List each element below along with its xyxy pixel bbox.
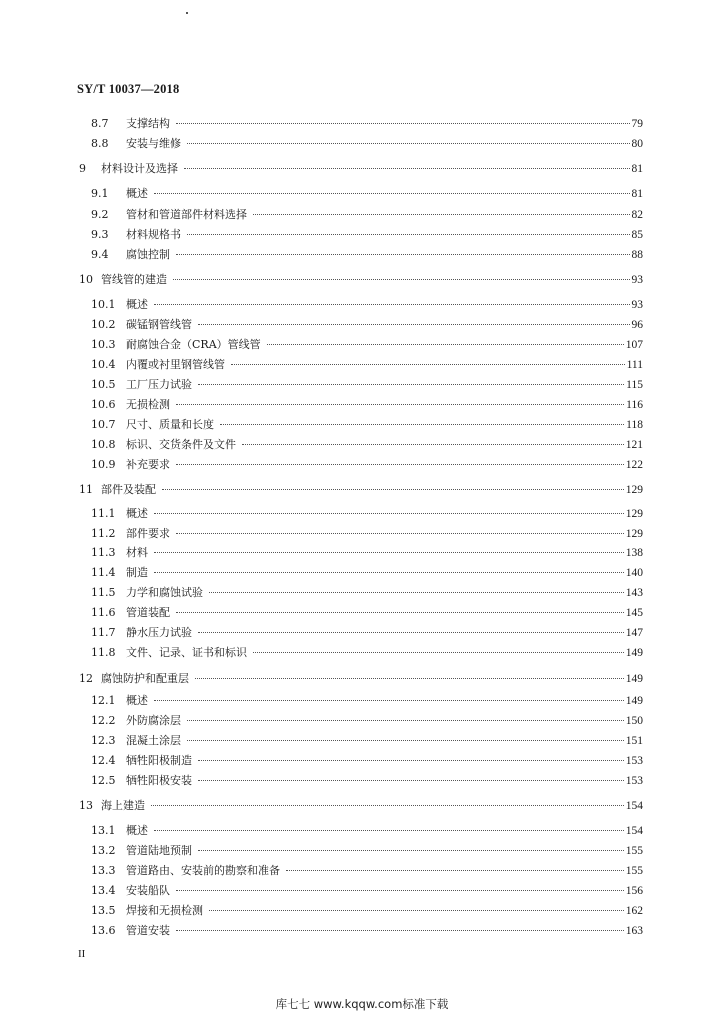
toc-section-entry [91, 774, 643, 788]
toc-entry-page-number: 151 [625, 735, 643, 747]
toc-section-entry [91, 754, 643, 768]
toc-entry-title: 材料设计及选择 [101, 162, 178, 175]
toc-entry-page-number: 143 [625, 587, 643, 599]
toc-entry-title: 无损检测 [126, 398, 170, 411]
dot-leader [176, 611, 624, 613]
toc-section-entry [91, 864, 643, 878]
dot-leader [176, 532, 624, 534]
dot-leader [154, 829, 624, 831]
toc-entry-number: 13.3 [91, 864, 116, 877]
dot-leader [187, 233, 630, 235]
toc-entry-title: 概述 [126, 187, 148, 200]
toc-entry-number: 13.2 [91, 844, 116, 857]
toc-entry-page-number: 149 [625, 695, 643, 707]
toc-section-entry [91, 606, 643, 620]
toc-entry-title: 安装船队 [126, 884, 170, 897]
dot-leader [176, 253, 630, 255]
toc-entry-page-number: 107 [625, 339, 643, 351]
dot-leader [154, 551, 624, 553]
dot-leader [198, 759, 624, 761]
dot-leader [187, 142, 630, 144]
standard-code-header: SY/T 10037—2018 [77, 82, 180, 96]
dot-leader [267, 343, 624, 345]
toc-entry-title: 牺牲阳极制造 [126, 754, 192, 767]
toc-entry-page-number: 145 [625, 607, 643, 619]
toc-entry-number: 10.7 [91, 418, 116, 431]
toc-entry-page-number: 81 [631, 163, 643, 175]
toc-entry-page-number: 154 [625, 800, 643, 812]
toc-entry-number: 11.5 [91, 586, 116, 599]
dot-leader [176, 463, 624, 465]
dot-leader [209, 591, 624, 593]
toc-entry-page-number: 111 [626, 359, 643, 371]
toc-entry-title: 工厂压力试验 [126, 378, 192, 391]
toc-section-entry [91, 714, 643, 728]
toc-entry-number: 13 [79, 799, 93, 812]
toc-entry-number: 13.4 [91, 884, 116, 897]
toc-section-entry [91, 338, 643, 352]
toc-entry-title: 标识、交货条件及文件 [126, 438, 236, 451]
toc-entry-page-number: 118 [626, 419, 643, 431]
toc-entry-number: 10.8 [91, 438, 116, 451]
dot-leader [209, 909, 624, 911]
toc-section-entry [91, 358, 643, 372]
toc-entry-number: 12.4 [91, 754, 116, 767]
toc-entry-page-number: 80 [631, 138, 643, 150]
toc-entry-title: 焊接和无损检测 [126, 904, 203, 917]
toc-entry-title: 内覆或衬里钢管线管 [126, 358, 225, 371]
dot-leader [220, 423, 624, 425]
toc-chapter-entry [79, 273, 643, 287]
toc-entry-page-number: 121 [625, 439, 643, 451]
toc-entry-title: 管道陆地预制 [126, 844, 192, 857]
toc-entry-number: 12.2 [91, 714, 116, 727]
toc-section-entry [91, 318, 643, 332]
dot-leader [162, 488, 624, 490]
toc-entry-title: 安装与维修 [126, 137, 181, 150]
toc-entry-title: 管道安装 [126, 924, 170, 937]
dot-leader [154, 571, 624, 573]
toc-section-entry [91, 378, 643, 392]
dot-leader [154, 512, 624, 514]
dot-leader [187, 739, 624, 741]
toc-entry-number: 11.3 [91, 546, 116, 559]
toc-entry-title: 概述 [126, 507, 148, 520]
toc-entry-number: 13.5 [91, 904, 116, 917]
toc-entry-page-number: 155 [625, 865, 643, 877]
toc-entry-number: 11.8 [91, 646, 116, 659]
toc-entry-page-number: 150 [625, 715, 643, 727]
dot-leader [198, 383, 624, 385]
toc-entry-title: 文件、记录、证书和标识 [126, 646, 247, 659]
toc-section-entry [91, 646, 643, 660]
toc-entry-page-number: 156 [625, 885, 643, 897]
toc-entry-title: 部件要求 [126, 527, 170, 540]
toc-entry-number: 12.3 [91, 734, 116, 747]
toc-section-entry [91, 694, 643, 708]
toc-entry-title: 外防腐涂层 [126, 714, 181, 727]
toc-entry-title: 制造 [126, 566, 148, 579]
toc-entry-title: 管线管的建造 [101, 273, 167, 286]
dot-leader [187, 719, 624, 721]
toc-section-entry [91, 626, 643, 640]
toc-entry-title: 混凝土涂层 [126, 734, 181, 747]
toc-entry-number: 11 [79, 483, 93, 496]
dot-leader [253, 213, 630, 215]
toc-section-entry [91, 527, 643, 541]
dot-leader [176, 889, 624, 891]
toc-section-entry [91, 187, 643, 201]
dot-leader [176, 403, 624, 405]
toc-entry-title: 概述 [126, 298, 148, 311]
toc-entry-title: 支撑结构 [126, 117, 170, 130]
toc-entry-page-number: 163 [625, 925, 643, 937]
toc-entry-page-number: 96 [631, 319, 643, 331]
toc-section-entry [91, 438, 643, 452]
toc-chapter-entry [79, 162, 643, 176]
toc-entry-page-number: 88 [631, 249, 643, 261]
footer-watermark-text: 库七七 www.kqqw.com标准下载 [275, 997, 449, 1011]
toc-section-entry [91, 586, 643, 600]
toc-entry-number: 10.3 [91, 338, 116, 351]
toc-entry-page-number: 155 [625, 845, 643, 857]
toc-entry-page-number: 147 [625, 627, 643, 639]
toc-entry-number: 10.4 [91, 358, 116, 371]
toc-section-entry [91, 137, 643, 151]
toc-entry-number: 10.9 [91, 458, 116, 471]
toc-section-entry [91, 924, 643, 938]
toc-entry-page-number: 129 [625, 528, 643, 540]
toc-entry-title: 材料规格书 [126, 228, 181, 241]
toc-entry-page-number: 81 [631, 188, 643, 200]
toc-entry-title: 管道路由、安装前的勘察和准备 [126, 864, 280, 877]
dot-leader [253, 651, 624, 653]
toc-entry-number: 9.4 [91, 248, 109, 261]
toc-entry-page-number: 149 [625, 673, 643, 685]
toc-entry-number: 10.2 [91, 318, 116, 331]
toc-section-entry [91, 546, 643, 560]
toc-entry-title: 力学和腐蚀试验 [126, 586, 203, 599]
toc-entry-title: 碳锰钢管线管 [126, 318, 192, 331]
dot-leader [242, 443, 624, 445]
toc-entry-number: 11.4 [91, 566, 116, 579]
toc-entry-title: 部件及装配 [101, 483, 156, 496]
toc-entry-number: 11.6 [91, 606, 116, 619]
toc-entry-number: 9.1 [91, 187, 109, 200]
dot-leader [198, 323, 630, 325]
toc-entry-number: 10 [79, 273, 93, 286]
toc-entry-page-number: 149 [625, 647, 643, 659]
toc-section-entry [91, 228, 643, 242]
toc-section-entry [91, 418, 643, 432]
toc-entry-title: 腐蚀防护和配重层 [101, 672, 189, 685]
toc-entry-number: 8.7 [91, 117, 109, 130]
page-folio: II [78, 948, 86, 960]
dot-leader [198, 779, 624, 781]
toc-entry-page-number: 140 [625, 567, 643, 579]
toc-section-entry [91, 398, 643, 412]
toc-section-entry [91, 507, 643, 521]
toc-entry-number: 13.6 [91, 924, 116, 937]
toc-section-entry [91, 734, 643, 748]
toc-section-entry [91, 844, 643, 858]
toc-entry-page-number: 129 [625, 484, 643, 496]
toc-entry-title: 牺牲阳极安装 [126, 774, 192, 787]
toc-entry-number: 11.7 [91, 626, 116, 639]
toc-entry-title: 腐蚀控制 [126, 248, 170, 261]
dot-leader [198, 631, 624, 633]
toc-entry-number: 10.1 [91, 298, 116, 311]
toc-entry-number: 12.1 [91, 694, 116, 707]
toc-entry-title: 管材和管道部件材料选择 [126, 208, 247, 221]
dot-leader [176, 929, 624, 931]
dot-leader [173, 278, 630, 280]
toc-entry-page-number: 153 [625, 755, 643, 767]
toc-entry-number: 9 [79, 162, 86, 175]
toc-section-entry [91, 824, 643, 838]
toc-entry-page-number: 79 [631, 118, 643, 130]
dot-leader [176, 122, 630, 124]
dot-leader [151, 804, 624, 806]
toc-section-entry [91, 298, 643, 312]
toc-entry-page-number: 93 [631, 299, 643, 311]
toc-entry-title: 材料 [126, 546, 148, 559]
toc-entry-number: 12 [79, 672, 93, 685]
toc-entry-number: 12.5 [91, 774, 116, 787]
dot-leader [286, 869, 624, 871]
toc-entry-page-number: 85 [631, 229, 643, 241]
toc-section-entry [91, 117, 643, 131]
dot-leader [231, 363, 625, 365]
toc-section-entry [91, 884, 643, 898]
toc-section-entry [91, 458, 643, 472]
toc-section-entry [91, 208, 643, 222]
toc-entry-page-number: 162 [625, 905, 643, 917]
dot-leader [184, 167, 630, 169]
toc-entry-number: 13.1 [91, 824, 116, 837]
toc-entry-number: 11.1 [91, 507, 116, 520]
toc-entry-number: 10.6 [91, 398, 116, 411]
toc-entry-page-number: 82 [631, 209, 643, 221]
toc-entry-page-number: 154 [625, 825, 643, 837]
toc-section-entry [91, 566, 643, 580]
toc-entry-page-number: 116 [626, 399, 643, 411]
dot-leader [154, 192, 630, 194]
toc-entry-page-number: 153 [625, 775, 643, 787]
toc-entry-title: 尺寸、质量和长度 [126, 418, 214, 431]
toc-entry-page-number: 122 [625, 459, 643, 471]
toc-entry-title: 静水压力试验 [126, 626, 192, 639]
toc-section-entry [91, 904, 643, 918]
toc-entry-title: 海上建造 [101, 799, 145, 812]
toc-entry-page-number: 138 [625, 547, 643, 559]
toc-entry-number: 9.2 [91, 208, 109, 221]
toc-entry-title: 补充要求 [126, 458, 170, 471]
dot-leader [154, 699, 624, 701]
toc-entry-title: 概述 [126, 824, 148, 837]
toc-entry-number: 10.5 [91, 378, 116, 391]
toc-section-entry [91, 248, 643, 262]
toc-entry-number: 8.8 [91, 137, 109, 150]
toc-entry-title: 管道装配 [126, 606, 170, 619]
toc-chapter-entry [79, 672, 643, 686]
toc-entry-page-number: 115 [626, 379, 643, 391]
toc-entry-page-number: 129 [625, 508, 643, 520]
toc-entry-page-number: 93 [631, 274, 643, 286]
toc-entry-title: 耐腐蚀合金（CRA）管线管 [126, 338, 261, 351]
dot-leader [154, 303, 630, 305]
dot-leader [195, 677, 624, 679]
toc-entry-title: 概述 [126, 694, 148, 707]
toc-entry-number: 9.3 [91, 228, 109, 241]
dot-leader [198, 849, 624, 851]
toc-entry-number: 11.2 [91, 527, 116, 540]
toc-chapter-entry [79, 799, 643, 813]
toc-chapter-entry [79, 483, 643, 497]
